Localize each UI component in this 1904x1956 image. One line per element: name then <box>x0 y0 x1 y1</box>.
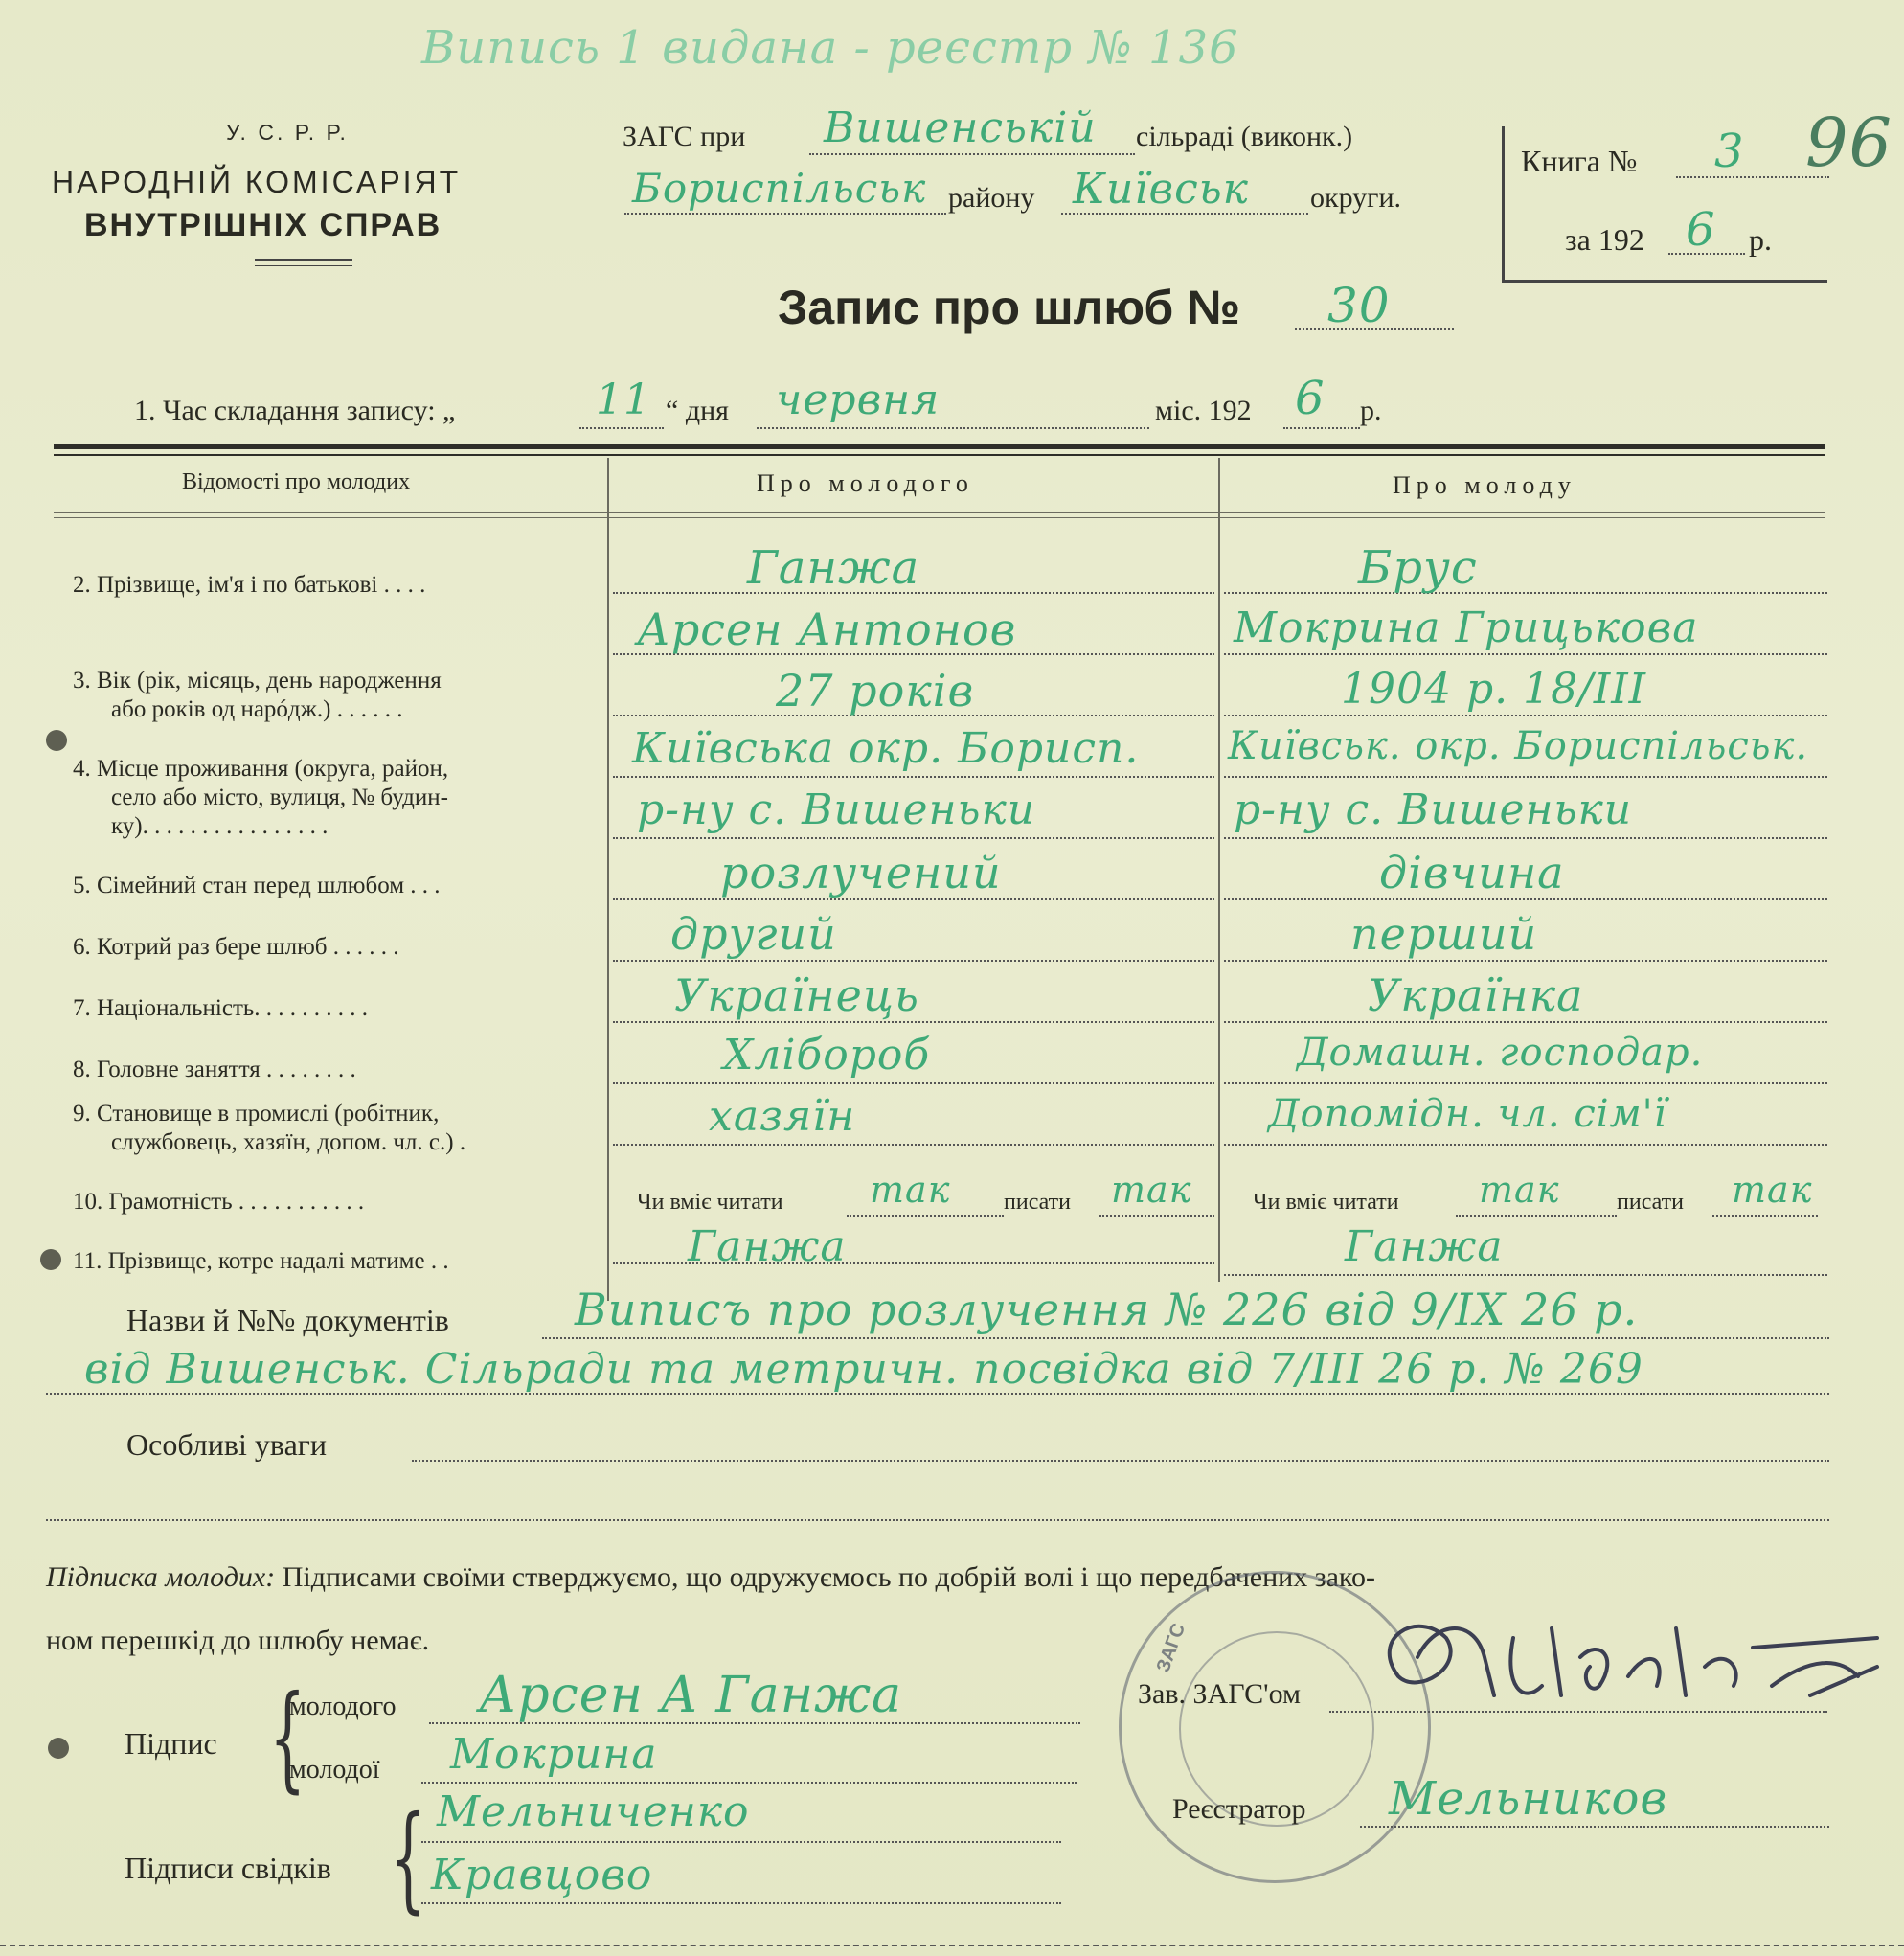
field1-day: 11 <box>596 375 651 424</box>
groom-times: другий <box>670 908 837 960</box>
bride-age: 1904 р. 18/ІІІ <box>1341 665 1647 714</box>
bride-marital: дівчина <box>1379 847 1565 898</box>
field1-day-suffix: “ дня <box>666 395 729 426</box>
groom-write-value: так <box>1111 1169 1192 1211</box>
zags-prefix: ЗАГС при <box>623 121 746 152</box>
groom-surname: Ганжа <box>747 541 920 595</box>
signature-groom-label: молодого <box>289 1692 397 1721</box>
top-annotation: Випись 1 видана - реєстр № 136 <box>421 21 1239 75</box>
field1-month: червня <box>776 375 941 424</box>
bride-times: перший <box>1350 908 1538 960</box>
column-header-groom: Про молодого <box>757 469 974 497</box>
documents-value-2: від Вишенськ. Сільради та метричн. посвідка від 7/ІІІ 26 р. № 269 <box>84 1345 1643 1394</box>
header-org-line2: ВНУТРІШНІХ СПРАВ <box>84 207 442 243</box>
zags-village-value: Вишенськiй <box>824 103 1097 152</box>
declaration-text-1 <box>46 1561 1375 1594</box>
registrar-label: Реєстратор <box>1172 1793 1306 1825</box>
documents-value-1: Виписъ про розлучення № 226 від 9/ІХ 26 р. <box>575 1284 1639 1335</box>
bride-surname: Брус <box>1358 541 1478 595</box>
notes-label: Особливі уваги <box>126 1427 328 1462</box>
groom-name: Арсен Антонов <box>637 603 1017 655</box>
zags-village-suffix: сільраді (виконк.) <box>1136 121 1353 152</box>
groom-read-label: Чи вміє читати <box>637 1190 783 1215</box>
field1-year-suffix: р. <box>1360 395 1382 426</box>
field1-label: 1. Час складання запису: „ <box>134 395 456 426</box>
row-9-label-a: 9. Становище в промислі (робітник, <box>73 1101 440 1126</box>
bride-occupation: Домашн. господар. <box>1297 1031 1704 1075</box>
signature-bride-label: молодої <box>289 1755 380 1785</box>
groom-write-label: писати <box>1004 1190 1071 1215</box>
binding-hole <box>46 730 67 751</box>
binding-hole <box>40 1249 61 1270</box>
zags-okruha-label: округи. <box>1310 182 1402 214</box>
column-header-info: Відомості про молодих <box>182 469 411 494</box>
groom-future-surname: Ганжа <box>688 1222 847 1271</box>
signature-bride-value: Мокрина <box>450 1730 658 1779</box>
row-9-label-b: службовець, хазяїн, допом. чл. с.) . <box>111 1129 466 1155</box>
witness-2-value: Кравцово <box>431 1851 653 1899</box>
signature-label: Підпис <box>125 1726 217 1761</box>
column-header-bride: Про молоду <box>1393 471 1576 499</box>
bride-read-label: Чи вміє читати <box>1253 1190 1399 1215</box>
bride-nationality: Українка <box>1368 969 1584 1021</box>
bride-residence-1: Київськ. окр. Бориспільськ. <box>1228 724 1809 768</box>
bride-read-value: так <box>1479 1169 1560 1211</box>
book-number: 3 <box>1714 125 1745 178</box>
groom-marital: розлучений <box>720 847 1002 898</box>
stamp-text: ЗАГС <box>1152 1620 1190 1675</box>
zags-okruha-value: Київськ <box>1073 165 1249 214</box>
row-4-label-a: 4. Місце проживання (округа, район, <box>73 756 449 782</box>
header-state: У. С. Р. Р. <box>226 120 349 145</box>
groom-age: 27 років <box>776 665 975 716</box>
row-11-label: 11. Прізвище, котре надалі матиме . . <box>73 1248 449 1274</box>
groom-read-value: так <box>870 1169 951 1211</box>
row-4-label-c: ку). . . . . . . . . . . . . . . . <box>111 813 329 839</box>
bride-write-label: писати <box>1617 1190 1684 1215</box>
head-label: Зав. ЗАГС'ом <box>1138 1678 1301 1710</box>
row-8-label: 8. Головне заняття . . . . . . . . <box>73 1057 356 1082</box>
groom-residence-1: Київська окр. Борисп. <box>632 724 1140 773</box>
groom-residence-2: р-ну с. Вишеньки <box>637 785 1036 834</box>
declaration-body: Підписами своїми стверджуємо, що одружуємось по добрій волі і що передбачених зако- <box>275 1561 1375 1593</box>
row-2-label: 2. Прізвище, ім'я і по батькові . . . . <box>73 572 426 598</box>
bride-write-value: так <box>1732 1169 1813 1211</box>
declaration-text-2: ном перешкід до шлюбу немає. <box>46 1625 430 1656</box>
row-5-label: 5. Сімейний стан перед шлюбом . . . <box>73 873 441 898</box>
documents-label: Назви й №№ документів <box>126 1303 449 1337</box>
groom-nationality: Українець <box>674 969 919 1021</box>
row-6-label: 6. Котрий раз бере шлюб . . . . . . <box>73 934 399 960</box>
row-4-label-b: село або місто, вулиця, № будин- <box>111 785 448 810</box>
binding-hole <box>48 1738 69 1759</box>
book-year-prefix: за 192 <box>1565 222 1644 257</box>
book-year-suffix: р. <box>1749 222 1772 257</box>
row-7-label: 7. Національність. . . . . . . . . . <box>73 995 369 1021</box>
row-3-label-b: або років од нарóдж.) . . . . . . <box>111 696 403 722</box>
book-label: Книга № <box>1521 144 1638 178</box>
declaration-lead: Підписка молодих: <box>46 1561 276 1593</box>
row-10-label: 10. Грамотність . . . . . . . . . . . <box>73 1189 365 1215</box>
record-number: 30 <box>1327 278 1391 333</box>
groom-position: хазяїн <box>709 1092 856 1141</box>
corner-number: 96 <box>1805 103 1893 182</box>
groom-occupation: Хлібороб <box>723 1031 931 1080</box>
witness-label: Підписи свідків <box>125 1851 331 1885</box>
registrar-signature: Мельников <box>1389 1772 1668 1826</box>
zags-district-value: Бориспільськ <box>632 165 927 212</box>
field1-year-digit: 6 <box>1295 372 1326 425</box>
bride-name: Мокрина Грицькова <box>1234 603 1699 652</box>
book-year-digit: 6 <box>1686 203 1716 257</box>
row-3-label-a: 3. Вік (рік, місяць, день народження <box>73 668 442 694</box>
zags-district-label: району <box>948 182 1035 214</box>
head-signature <box>1360 1600 1896 1734</box>
bride-future-surname: Ганжа <box>1345 1222 1504 1271</box>
document-page: Випись 1 видана - реєстр № 136 96 У. С. Р. Р. НАРОДНІЙ КОМІСАРІЯТ ВНУТРІШНІХ СПРАВ ЗАГС при Вишенськiй сільраді (виконк.) Бориспільськ району Київськ округи. Книга № 3 за 192 6 р. Запис про шлюб № 30 1. Час складання запису: „ 11 “ дня червня міс. 192 6 р. Відомості про молодих Про молодого Про молоду 2. Прізвище, ім'я і по батькові . . . . 3. Вік (рік, місяць, день народження або років од нарóдж.) . . . . . . 4. Місце проживання (округа, район, село або місто, вулиця, № будин- ку). . . . . . . . . . . . . . . . 5. Сімейний стан перед шлюбом . . . 6. Котрий раз бере шлюб . . . . . . 7. Національність. . . . . . . . . . 8. Головне заняття . . . . . . . . 9. Становище в промислі (робітник, службовець, хазяїн, допом. чл. с.) . 10. Грамотність . . . . . . . . . . . 11. Прізвище, котре надалі матиме . . Ганжа Арсен Антонов 27 років Київська окр. Борисп. р-ну с. Вишеньки розлучений другий Українець Хлібороб хазяїн Чи вміє читати так писати так Ганжа Брус Мокрина Грицькова 1904 р. 18/ІІІ Київськ. окр. Бориспільськ. р-ну с. Вишеньки дівчина перший Українка Домашн. господар. Допомідн. чл. сім'ї Чи вміє читати так писати так Ганжа Назви й №№ документів Виписъ про розлучення № 226 від 9/ІХ 26 р. від Вишенськ. Сільради та метричн. посвідка від 7/ІІІ 26 р. № 269 Особливі уваги Підписка молодих: Підписами своїми стверджуємо, що одружуємось по добрій волі і що передбачених зако- ном перешкід до шлюбу немає. ЗАГС Підпис { молодого Арсен А Ганжа молодої Мокрина Підписи свідків { Мельниченко Кравцово Зав. ЗАГС'ом Реєстратор Мельников <box>0 0 1904 1956</box>
field1-month-suffix: міс. 192 <box>1155 395 1252 426</box>
header-org-line1: НАРОДНІЙ КОМІСАРІЯТ <box>52 165 462 199</box>
bride-residence-2: р-ну с. Вишеньки <box>1234 785 1633 834</box>
witness-1-value: Мельниченко <box>437 1787 750 1836</box>
bride-position: Допомідн. чл. сім'ї <box>1268 1092 1667 1136</box>
page-title: Запис про шлюб № <box>778 281 1240 334</box>
signature-groom-value: Арсен А Ганжа <box>479 1667 903 1724</box>
